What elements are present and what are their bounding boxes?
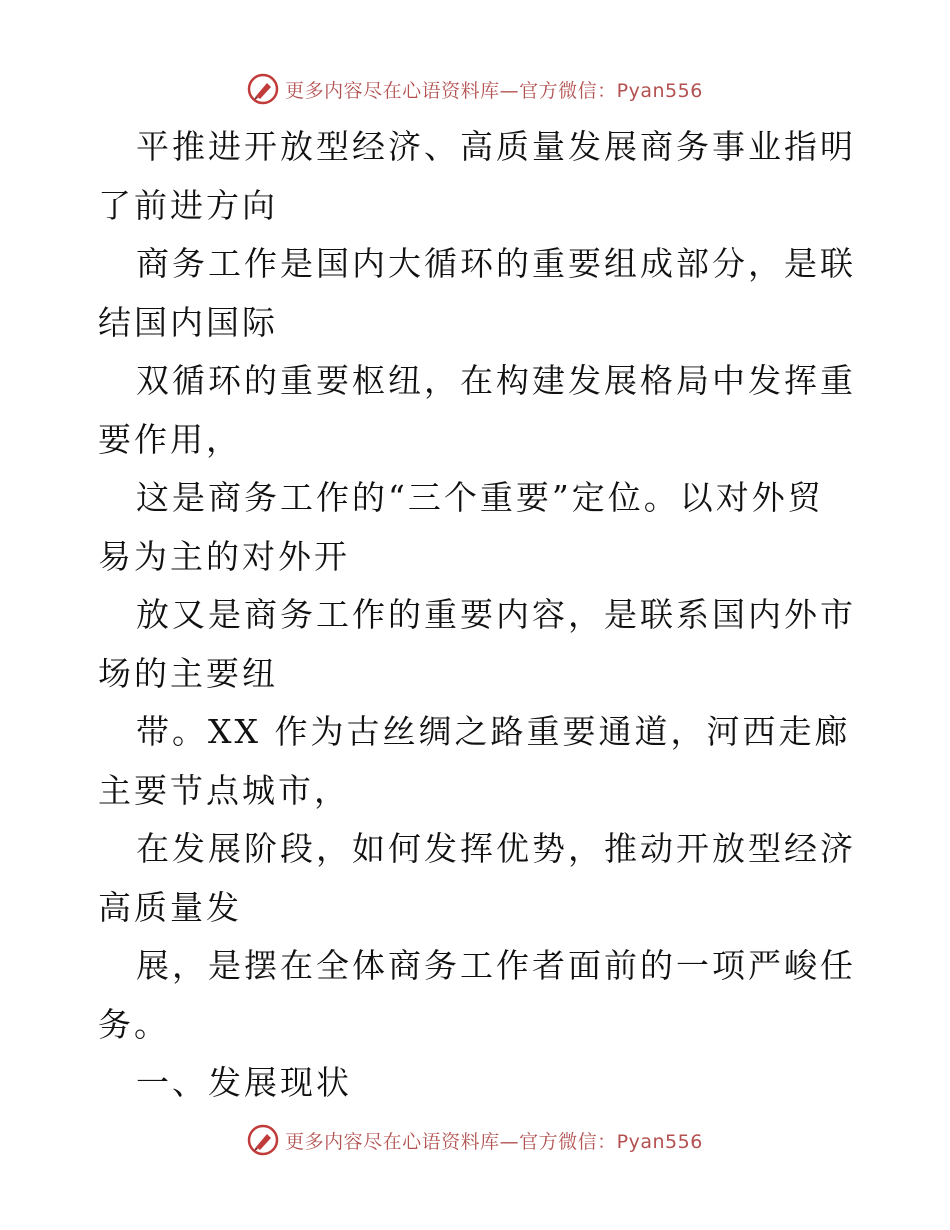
paragraph: 这是商务工作的“三个重要”定位。以对外贸易为主的对外开 [98, 478, 824, 576]
footer-watermark-banner [0, 1123, 950, 1157]
pen-logo-icon [247, 73, 279, 105]
pen-logo-icon [247, 1124, 279, 1156]
watermark-text: 更多内容尽在心语资料库—官方微信：Pyan556 [285, 1130, 703, 1153]
paragraph: 商务工作是国内大循环的重要组成部分，是联结国内国际 [98, 244, 856, 342]
paragraph: 放又是商务工作的重要内容，是联系国内外市场的主要纽 [98, 595, 856, 693]
paragraph: 平推进开放型经济、高质量发展商务事业指明了前进方向 [98, 127, 856, 225]
header-watermark-banner [0, 72, 950, 106]
document-body [98, 118, 858, 1113]
paragraph: 展，是摆在全体商务工作者面前的一项严峻任务。 [98, 946, 856, 1044]
paragraph: 在发展阶段，如何发挥优势，推动开放型经济高质量发 [98, 829, 856, 927]
watermark-text: 更多内容尽在心语资料库—官方微信：Pyan556 [285, 79, 703, 102]
paragraph: 双循环的重要枢纽，在构建发展格局中发挥重要作用， [98, 361, 856, 459]
paragraph: 带。XX 作为古丝绸之路重要通道，河西走廊主要节点城市， [98, 712, 851, 810]
section-heading: 一、发展现状 [136, 1063, 352, 1102]
